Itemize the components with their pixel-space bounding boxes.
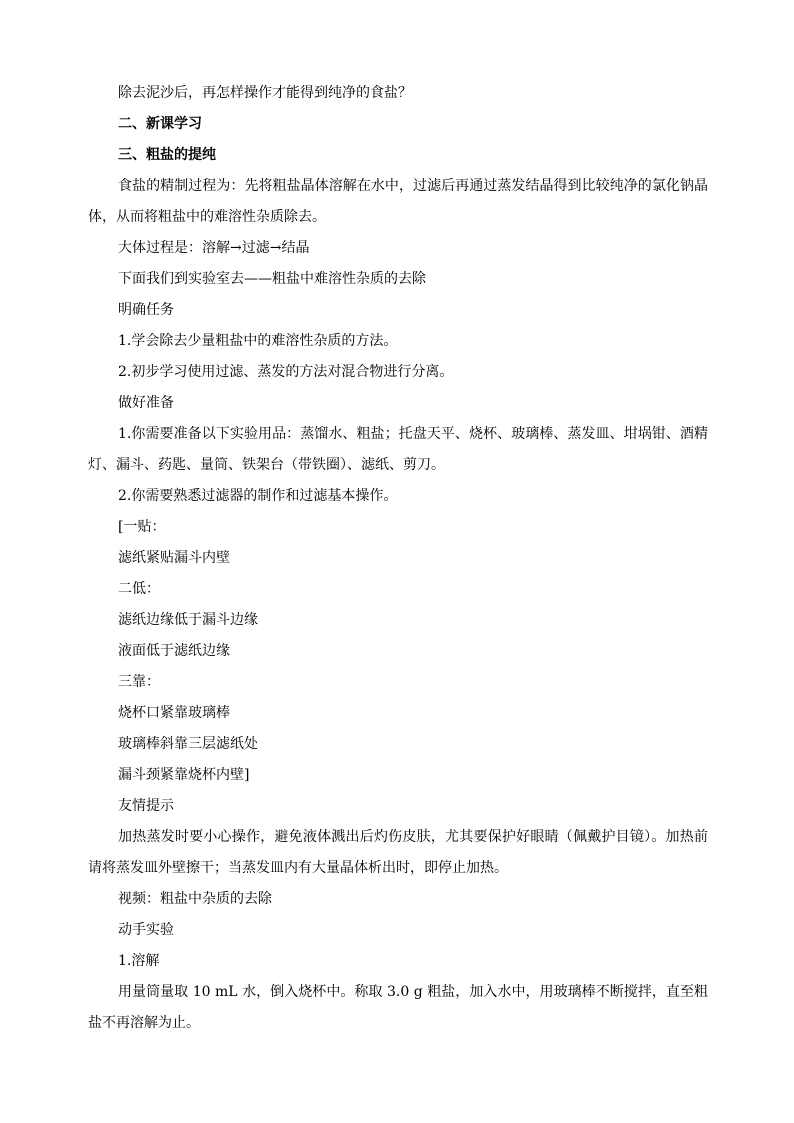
paragraph-question: 除去泥沙后，再怎样操作才能得到纯净的食盐？: [118, 85, 412, 101]
rule-three-lean-detail-2: 玻璃棒斜靠三层滤纸处: [118, 736, 258, 752]
list-item-prep-2: 2.你需要熟悉过滤器的制作和过滤基本操作。: [118, 488, 398, 504]
paragraph-safety-tip: 加热蒸发时要小心操作，避免液体溅出后灼伤皮肤，尤其要保护好眼睛（佩戴护目镜）。加热前请将蒸发皿外壁擦干；当蒸发皿内有大量晶体析出时，即停止加热。: [88, 829, 708, 876]
subheading-friendly-tip: 友情提示: [118, 798, 174, 814]
list-item-task-1: 1.学会除去少量粗盐中的难溶性杂质的方法。: [118, 333, 398, 349]
list-item-task-2: 2.初步学习使用过滤、蒸发的方法对混合物进行分离。: [118, 364, 454, 380]
rule-one-stick-detail: 滤纸紧贴漏斗内壁: [118, 550, 230, 566]
step-dissolve-detail: 用量筒量取 10 mL 水，倒入烧杯中。称取 3.0 g 粗盐，加入水中，用玻璃棒不断搅拌，直至粗盐不再溶解为止。: [88, 984, 708, 1031]
list-item-prep-1: 1.你需要准备以下实验用品：蒸馏水、粗盐；托盘天平、烧杯、玻璃棒、蒸发皿、坩埚钳、酒精灯、漏斗、药匙、量筒、铁架台（带铁圈）、滤纸、剪刀。: [88, 426, 708, 473]
heading-new-lesson: 二、新课学习: [118, 116, 202, 132]
rule-one-stick: [一贴：: [118, 519, 166, 535]
heading-salt-purification: 三、粗盐的提纯: [118, 147, 216, 163]
subheading-clear-task: 明确任务: [118, 302, 174, 318]
rule-two-low: 二低：: [118, 581, 160, 597]
rule-three-lean: 三靠：: [118, 674, 160, 690]
step-dissolve-title: 1.溶解: [118, 953, 160, 969]
document-page: [88, 78, 708, 1039]
paragraph-general-process: 大体过程是：溶解→过滤→结晶: [118, 240, 310, 256]
subheading-preparation: 做好准备: [118, 395, 174, 411]
rule-three-lean-detail-3: 漏斗颈紧靠烧杯内壁]: [118, 767, 250, 783]
rule-two-low-detail-1: 滤纸边缘低于漏斗边缘: [118, 612, 258, 628]
rule-three-lean-detail-1: 烧杯口紧靠玻璃棒: [118, 705, 230, 721]
rule-two-low-detail-2: 液面低于滤纸边缘: [118, 643, 230, 659]
paragraph-video: 视频：粗盐中杂质的去除: [118, 891, 272, 907]
paragraph-refining-process: 食盐的精制过程为：先将粗盐晶体溶解在水中，过滤后再通过蒸发结晶得到比较纯净的氯化钠晶体，从而将粗盐中的难溶性杂质除去。: [88, 178, 708, 225]
subheading-hands-on: 动手实验: [118, 922, 174, 938]
paragraph-go-to-lab: 下面我们到实验室去——粗盐中难溶性杂质的去除: [118, 271, 426, 287]
